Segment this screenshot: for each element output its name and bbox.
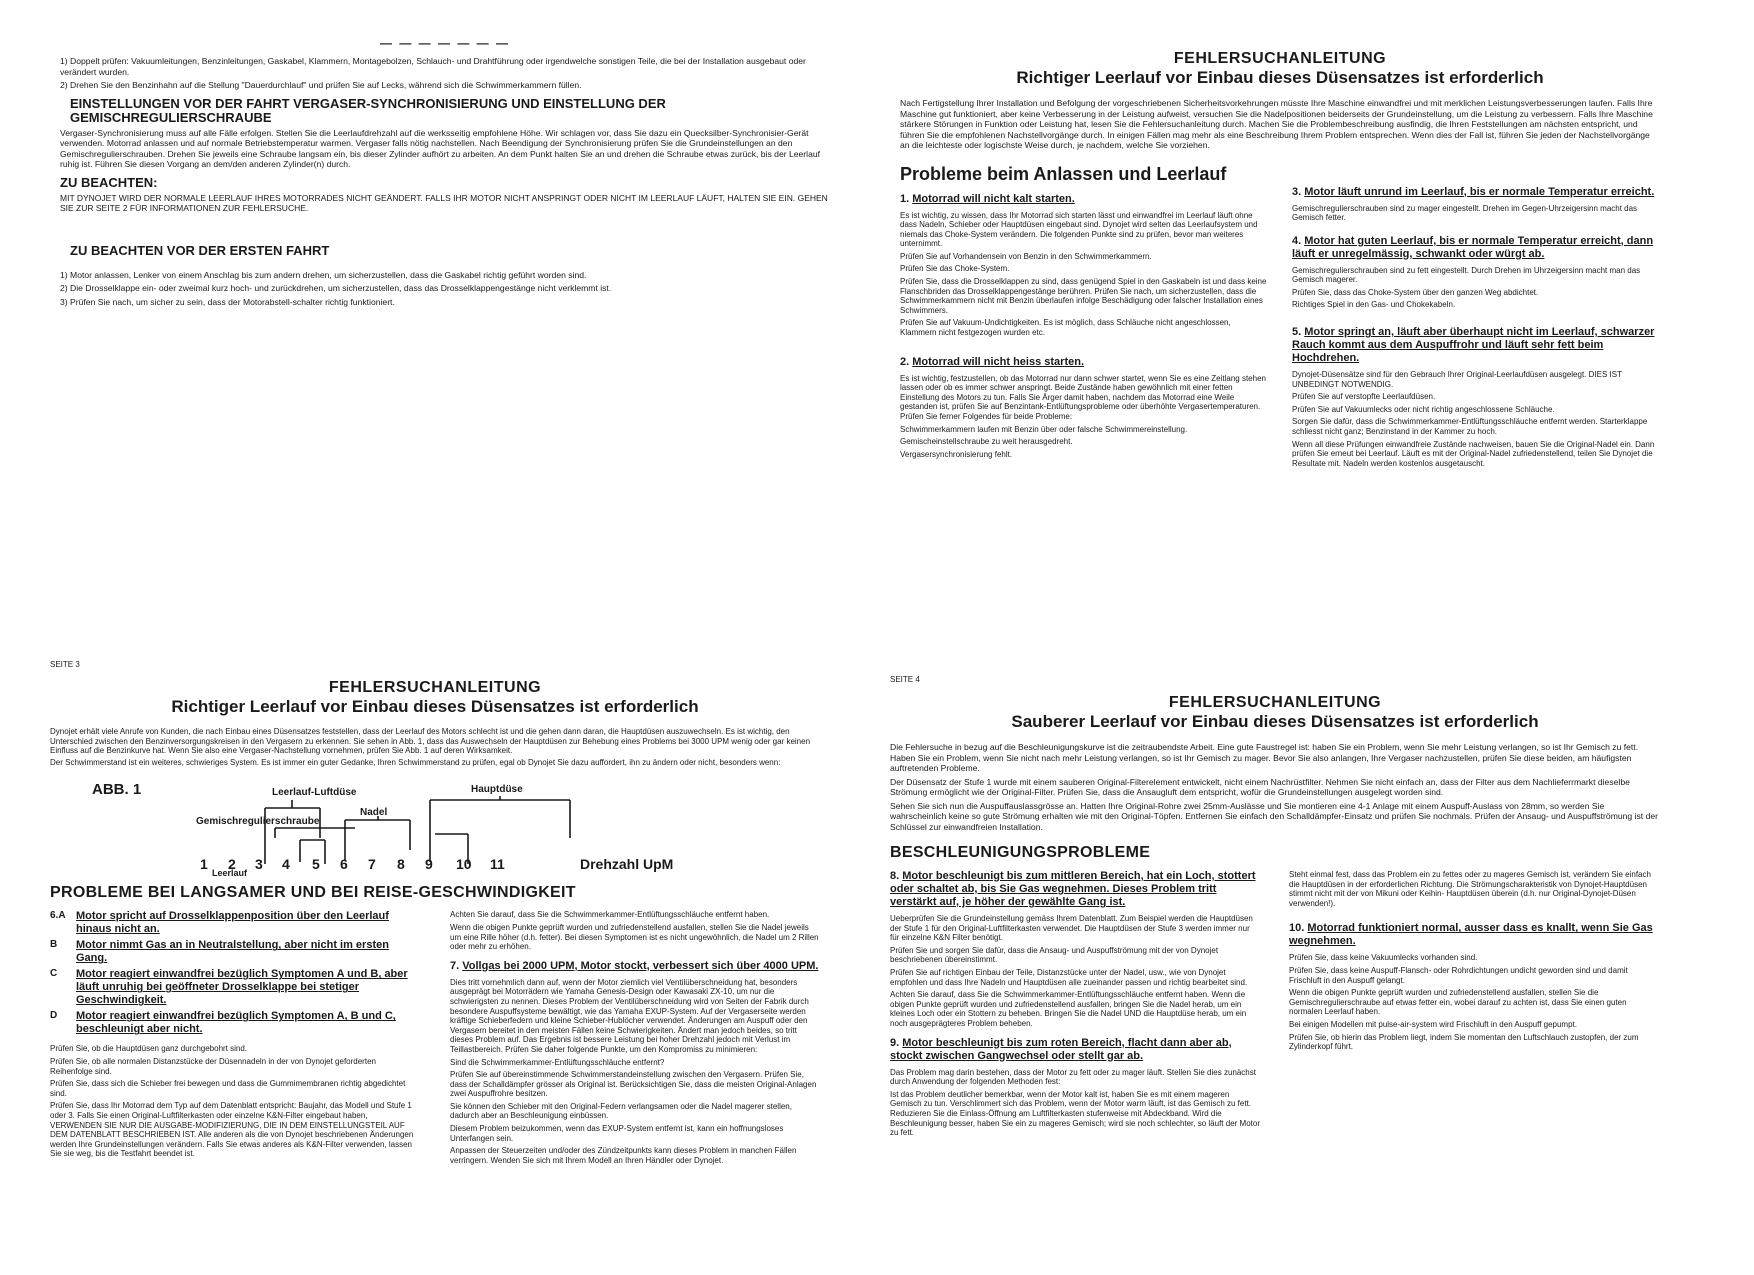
tick-label: 10	[456, 856, 472, 873]
problem-10-para: Prüfen Sie, dass keine Vakuumlecks vorhanden sind.	[1289, 953, 1478, 963]
page-title: FEHLERSUCHANLEITUNG	[328, 679, 542, 696]
problem-3-para: Gemischregulierschrauben sind zu mager eingestellt. Drehen im Gegen-Uhrzeigersinn macht das Gemisch fetter.	[1292, 203, 1638, 223]
problem-6b: B Motor nimmt Gas an in Neutralstellung, aber nicht im ersten Gang.	[50, 939, 389, 965]
problem-2-para: Es ist wichtig, festzustellen, ob das Motorrad nur dann schwer startet, wenn Sie es eine Zeitlang stehen lassen oder ob es immer schwer anspringt. Beide Zustände haben gewöhnlich mit einer fetten Einstellung des Motors zu tun. Falls Sie Ärger damit haben, nachdem das Motorrad eine Weile gestanden ist, prüfen Sie auf Benzintank-Entlüftungsprobleme oder überhöhte Vergasertemperaturen. Prüfen Sie ferner Folgendes für beide Probleme:	[900, 373, 1266, 421]
problem-7-para: Sind die Schwimmerkammer-Entlüftungsschläuche entfernt?	[450, 1057, 665, 1067]
problem-1-para: Prüfen Sie auf Vorhandensein von Benzin in den Schwimmerkammern.	[900, 251, 1152, 261]
first-ride-item-2: 2) Die Drosselklappe ein- oder zweimal kurz hoch- und zurückdrehen, um sicherzustellen, dass das Drosselklappengestänge nicht verklemmt ist.	[60, 283, 612, 293]
figure-brackets	[265, 796, 570, 864]
figure-abb-1	[50, 770, 810, 878]
check-para: Prüfen Sie, ob die Hauptdüsen ganz durchgebohrt sind.	[50, 1044, 248, 1054]
problem-9-para: Ist das Problem deutlicher bemerkbar, wenn der Motor kalt ist, haben Sie es mit einem mageren Gemisch zu tun. Verschlimmert sich das Problem, wenn der Motor warm läuft, ist das Gemisch zu fett. Reduzieren Sie die Einlass-Öffnung am Luftfilterkasten stufenweise mit Abdeckband. Wird die Beschleunigung besser, haben Sie ein zu mageres Gemisch; wird sie noch schlechter, so läuft der Motor zu fett.	[890, 1089, 1260, 1138]
problem-1-para: Prüfen Sie das Choke-System.	[900, 264, 1010, 274]
page-number: SEITE 4	[890, 675, 920, 684]
problem-10-para: Prüfen Sie, ob hierin das Problem liegt, indem Sie momentan den Luftschlauch zustopfen, der zum Zylinderkopf führt.	[1289, 1032, 1639, 1052]
problem-3-title: 3. Motor läuft unrund im Leerlauf, bis er normale Temperatur erreicht.	[1292, 185, 1655, 198]
page-subtitle: Richtiger Leerlauf vor Einbau dieses Düsensatzes ist erforderlich	[1016, 68, 1544, 87]
problem-7-para: Sie können den Schieber mit den Original-Federn verlangsamen oder die Nadel magerer stellen, dadurch aber an Beschleunigung einbüssen.	[450, 1101, 792, 1121]
problem-10-title: 10. Motorrad funktioniert normal, ausser dass es knallt, wenn Sie Gas wegnehmen.	[1289, 922, 1653, 948]
intro-text: Nach Fertigstellung Ihrer Installation und Befolgung der vorgeschriebenen Sicherheitsvorkehrungen müsste Ihre Maschine einwandfrei und mit merklichen Leistungsverbesserungen laufen. Falls Ihre Maschine gut funktioniert, aber keine Verbesserung in der Leistung aufweist, versuchen Sie die Nadelpositionen beiderseits der Grundeinstellung, um die Leistung zu verbessern. Falls Ihre Maschine stärkere Störungen in Funktion oder Leistung hat, lesen Sie die Fehlersuchanleitung durch. Machen Sie die Problembeschreibung ausfindig, die Ihren Feststellungen am nächsten entspricht, und führen Sie die empfohlenen Nachstellvorgänge durch. In einigen Fällen mag mehr als eine Beschreibung Ihrem Problem entsprechen. Wenn dies der Fall ist, führen Sie jeden der Nachstellvorgänge an die leichteste oder logischste Weise durch, je nachdem, welche Sie vorziehen.	[900, 98, 1653, 150]
intro-text: Der Düsensatz der Stufe 1 wurde mit einem sauberen Original-Filterelement entwickelt, nicht einem Nachrüstfilter. Nehmen Sie nicht einfach an, dass der Filter aus dem Nachlieferrmarkt dieselbe Strömung ermöglicht wie der Original-Filter. Prüfen Sie, dass die Ansaugluft dem entspricht, wofür die Grundeinstellungen ausgelegt worden sind.	[890, 776, 1630, 797]
intro-text: Die Fehlersuche in bezug auf die Beschleunigungskurve ist die zeitraubendste Arbeit. Eine gute Faustregel ist: haben Sie ein Problem, wenn Sie mehr Leistung verlangen, so ist Ihr Gemisch zu fett. Haben Sie ein Problem, wenn Sie nicht nach mehr Leistung verlangen, so ist Ihr Gemisch zu mager. Bevor Sie also anlangen, Ihre Vergaser nachzustellen, prüfen Sie diese beiden, am häufigsten auftretenden Probleme.	[890, 742, 1639, 773]
problem-2-para: Schwimmerkammern laufen mit Benzin über oder falsche Schwimmereinstellung.	[900, 424, 1188, 434]
problem-1-para: Prüfen Sie, dass die Drosselklappen zu sind, dass genügend Spiel in den Gaskabeln ist und dass keine Flanschbriden das Drosselklappengestänge berühren. Prüfen Sie nach, um sicherzustellen, dass die Schwimmerkammern nicht mit Benzin überlaufen infolge Beschädigung oder falscher Installation eines Schwimmers.	[900, 277, 1267, 315]
problem-6d: D Motor reagiert einwandfrei bezüglich Symptomen A, B und C, beschleunigt aber nicht.	[50, 1010, 396, 1036]
problem-5-para: Dynojet-Düsensätze sind für den Gebrauch Ihrer Original-Leerlaufdüsen ausgelegt. DIES IST UNBEDINGT NOTWENDIG.	[1292, 370, 1622, 389]
page-number: SEITE 3	[50, 660, 80, 669]
check-para: Prüfen Sie, dass sich die Schieber frei bewegen und dass die Gummimembranen richtig abgedichtet sind.	[50, 1079, 406, 1098]
top-fragment: — — — — — — —	[379, 40, 510, 50]
problem-1-para: Prüfen Sie auf Vakuum-Undichtigkeiten. Es ist möglich, dass Schläuche nicht angeschlossen, Klammern nicht festgezogen wurden etc.	[900, 318, 1231, 338]
problem-8-para: Achten Sie darauf, dass Sie die Schwimmerkammer-Entlüftungsschläuche entfernt haben. Wenn die obigen Punkte geprüft wurden und zufriedenstellend ausfallen, bringen Sie die Nadel herab, um ein kleines Loch oder ein Stottern zu beheben. Bringen Sie die Nadel UND die Hauptdüse herab, um ein noch ausgeprägteres Problem beheben.	[890, 990, 1247, 1028]
problem-7-para: Anpassen der Steuerzeiten und/oder des Zündzeitpunkts kann dieses Problem in manchen Fällen verringern. Wenden Sie sich mit Ihrem Modell an Ihren Händler oder Dynojet.	[450, 1146, 797, 1165]
page-3	[50, 660, 820, 1272]
page-4	[890, 675, 1660, 1272]
tick-label: 5	[312, 856, 320, 873]
problem-2-title: 2. Motorrad will nicht heiss starten.	[900, 355, 1085, 368]
right-para: Steht einmal fest, dass das Problem ein zu fettes oder zu mageres Gemisch ist, verändern Sie einfach die Hauptdüsen in der erforderlichen Richtung. Die Strömungscharakteristik von Dynojet-Hauptdüsen stimmt nicht mit der von Mikuni oder Keihin- Hauptdüsen überein (d.h. nur Original-Dynojet-Düsen verwenden!).	[1289, 870, 1651, 908]
tick-label: 8	[397, 856, 405, 873]
tick-label: 3	[255, 856, 263, 873]
problem-2-para: Vergasersynchronisierung fehlt.	[900, 449, 1013, 459]
tick-label: 9	[425, 856, 433, 873]
problem-4-para: Prüfen Sie, dass das Choke-System über den ganzen Weg abdichtet.	[1292, 287, 1539, 297]
problem-8-para: Ueberprüfen Sie die Grundeinstellung gemäss Ihrem Datenblatt. Zum Beispiel werden die Hauptdüsen der Stufe 1 für den Original-Luftfilterkasten verwendet. Die Hauptdüsen der Stufe 3 werden immer nur für einzelne K&N Filter benötigt.	[890, 914, 1253, 943]
problem-7-para: Dies tritt vornehmlich dann auf, wenn der Motor ziemlich viel Ventilüberschneidung hat, besonders ausgeprägt bei Motorrädern wie Yamaha Genesis-Design oder Kawasaki ZX-10, um nur die schwierigsten zu nennen. Dieses Problem der Ventilüberschneidung wird von Seiten der Fabrik durch besondere Auspuffsysteme bewältigt, wie das Yamaha EXUP-System. Auf der Vergaserseite werden kräftige Schieberfedern und kleine Schieber-Hublöcher verwendet. Änderungen am Auspuff oder den Vergasern bereitet in den meisten Fällen keine Schwierigkeiten. Ändert man jedoch beides, so tritt dieses Problem auf. Das Ergebnis ist bessere Leistung bei hoher Drehzahl jedoch mit Verlust im Teillastbereich. Prüfen Sie daher folgende Punkte, um den Kompromiss zu minimieren:	[450, 977, 809, 1054]
problem-8-para: Prüfen Sie auf richtigen Einbau der Teile, Distanzstücke unter der Nadel, usw., wie von Dynojet empfohlen und dass Ihre Nadeln und Hauptdüsen alle zueinander passen und richtig bearbeitet sind.	[890, 967, 1248, 987]
sync-body: Vergaser-Synchronisierung muss auf alle Fälle erfolgen. Stellen Sie die Leerlaufdrehzahl auf die werksseitig empfohlene Höhe. Wir schlagen vor, dass Sie dazu ein Quecksilber-Synchronisier-Gerät verwenden. Motorrad anlassen und auf normale Betriebstemperatur warmen. Vergaser falls nötig nachstellen. Nach Beendigung der Synchronisierung prüfen Sie die Grundeinstellungen an den Gemischregulierschrauben. Drehen Sie jeweils eine Schraube langsam ein, bis dieser Zylinder aufhört zu arbeiten. An dem Punkt halten Sie an und drehen die Schraube etwas zurück, bis der Leerlauf ruhig ist. Führen Sie diesen Vorgang an dem/den anderen Zylinder(n) durch.	[60, 127, 821, 169]
tick-label: 1	[200, 856, 208, 873]
problem-6c: C Motor reagiert einwandfrei bezüglich Symptomen A und B, aber läuft unruhig bei geöffneter Drosselklappe bei stetiger Geschwindigkeit.	[50, 968, 408, 1007]
first-ride-item-3: 3) Prüfen Sie nach, um sicher zu sein, dass der Motorabstell-schalter richtig funktioniert.	[60, 296, 395, 307]
page-title: FEHLERSUCHANLEITUNG	[1173, 50, 1387, 67]
intro-text-2: Der Schwimmerstand ist ein weiteres, schwieriges System. Es ist immer ein guter Gedanke, Ihren Schwimmerstand zu prüfen, egal ob Dynojet Sie dazu auffordert, ihn zu ändern oder nicht, besonders wenn:	[50, 757, 781, 767]
problem-8-para: Prüfen Sie und sorgen Sie dafür, dass die Ansaug- und Auspuffströmung mit der von Dynojet beschriebenen übereinstimmt.	[890, 945, 1219, 965]
problem-8-title: 8. Motor beschleunigt bis zum mittleren Bereich, hat ein Loch, stottert oder schaltet ab, bis Sie Gas wegnehmen. Dieses Problem tritt verstärkt auf, je höher der gewählte Gang ist.	[890, 870, 1256, 908]
page-1	[60, 40, 830, 660]
page-2	[900, 50, 1660, 660]
problem-7-para: Prüfen Sie auf übereinstimmende Schwimmerstandeinstellung zwischen den Vergasern. Prüfen Sie, dass der Schalldämpfer grösser als Original ist. Berücksichtigen Sie, dass die meisten Original-Anlagen zwei Auspuffrohre besitzen.	[450, 1070, 817, 1099]
check-para: Prüfen Sie, dass Ihr Motorrad dem Typ auf dem Datenblatt entspricht: Baujahr, das Modell und Stufe 1 oder 3. Falls Sie einen Original-Luftfilterkasten oder einzelne K&N-Filter eingebaut haben, VERWENDEN SIE NUR DIE AUSGABE-MODIFIZIERUNG, DIE IN DEM EINSTELLUNGSTEIL AUF DEM DATENBLATT BESCHRIEBEN IST. Alle anderen als die von Dynojet beschriebenen Änderungen werden Ihre Grundeinstellungen verändern. Falls Sie etwas anderes als K&N-Filter verwenden, lassen Sie sie weg, bis die Testfahrt beendet ist.	[50, 1101, 414, 1159]
problem-2-para: Gemischeinstellschraube zu weit herausgedreht.	[900, 437, 1073, 447]
label-drehzahl: Drehzahl UpM	[580, 856, 674, 873]
intro-text: Sehen Sie sich nun die Auspuffauslassgrösse an. Hatten Ihre Original-Rohre zwei 25mm-Auslässe und Sie montieren eine 4-1 Anlage mit einem Auspuff-Auslass von 28mm, so werden Sie wahrscheinlich keine so gute Strömung erhalten wie mit den Original-Töpfen. Entfernen Sie einfach den Schalldämpfer-Einsatz und prüfen Sie nochmals. Prüfen der Ansaug- und Auspuffströmung ist der Schlüssel zur einwandfreien Installation.	[890, 800, 1658, 832]
label-nadel: Nadel	[360, 807, 388, 819]
tick-label: 6	[340, 856, 348, 873]
section-heading: BESCHLEUNIGUNGSPROBLEME	[890, 844, 1151, 861]
check-para: Prüfen Sie, ob alle normalen Distanzstücke der Düsennadeln in der von Dynojet geforderten Reihenfolge sind.	[50, 1056, 376, 1076]
intro-text: Dynojet erhält viele Anrufe von Kunden, die nach Einbau eines Düsensatzes feststellen, dass der Leerlauf des Motors schlecht ist und die gehen dann daran, die Hauptdüsen auszuwechseln. Es ist wichtig, den Unterschied zwischen den Benzinversorgungskreisen in den Vergasern zu erkennen. Sie sehen in Abb. 1, dass das Auswechseln der Hauptdüsen zur Behebung eines Problems bei 3000 UPM wenig oder gar keinen Einfluss auf die Benzinkurve hat. Wenn Sie also eine Vergaser-Nachstellung vornehmen, prüfen Sie Abb. 1 auf deren Wirksamkeit.	[50, 727, 811, 756]
problem-1-para: Es ist wichtig, zu wissen, dass Ihr Motorrad sich starten lässt und einwandfrei im Leerlauf läuft ohne dass Nadeln, Schieber oder Hauptdüsen eingebaut sind. Dynojet wird selten das Leerlaufsystem und niemals das Choke-System verändern. Die folgenden Punkte sind zu prüfen, bevor man weiteres unternimmt.	[900, 210, 1258, 249]
label-hauptduese: Hauptdüse	[471, 784, 523, 796]
problem-4-para: Gemischregulierschrauben sind zu fett eingestellt. Durch Drehen im Uhrzeigersinn macht man das Gemisch magerer.	[1292, 265, 1641, 285]
page-subtitle: Sauberer Leerlauf vor Einbau dieses Düsensatzes ist erforderlich	[1011, 712, 1539, 731]
check-item-2: 2) Drehen Sie den Benzinhahn auf die Stellung "Dauerdurchlauf" und prüfen Sie auf Lecks, während sich die Schwimmerkammern füllen.	[60, 80, 582, 90]
problem-1-title: 1. Motorrad will nicht kalt starten.	[900, 192, 1075, 205]
problem-5-para: Sorgen Sie dafür, dass die Schwimmerkammer-Entlüftungsschläuche entfernt werden. Starterklappe schliesst nicht ganz; Benzinstand in der Kammer zu hoch.	[1292, 417, 1648, 437]
tick-label: 2	[228, 856, 236, 873]
problem-5-para: Prüfen Sie auf verstopfte Leerlaufdüsen.	[1292, 392, 1436, 402]
zu-beachten-body: MIT DYNOJET WIRD DER NORMALE LEERLAUF IHRES MOTORRADES NICHT GEÄNDERT. FALLS IHR MOTOR NICHT ANSPRINGT ODER NICHT IM LEERLAUF LÄUFT, HALTEN SIE EIN. GEHEN SIE ZUR SEITE 2 FÜR INFORMATIONEN ZUR FEHLERSUCHE.	[60, 192, 828, 213]
page-subtitle: Richtiger Leerlauf vor Einbau dieses Düsensatzes ist erforderlich	[171, 697, 699, 716]
check-item-1: 1) Doppelt prüfen: Vakuumleitungen, Benzinleitungen, Gaskabel, Klammern, Montagebolzen, Schlauch- und Drahtführung oder irgendwelche sonstigen Teile, die bei der Installation ausgebaut oder verändert wurden.	[60, 56, 806, 77]
problem-7-title: 7. Vollgas bei 2000 UPM, Motor stockt, verbessert sich über 4000 UPM.	[450, 959, 819, 972]
first-ride-item-1: 1) Motor anlassen, Lenker von einem Anschlag bis zum andern drehen, um sicherzustellen, dass die Gaskabel richtig geführt worden sind.	[60, 269, 587, 280]
problem-5-title: 5. Motor springt an, läuft aber überhaupt nicht im Leerlauf, schwarzer Rauch kommt aus dem Auspuffrohr und läuft sehr fett beim Hochdrehen.	[1292, 326, 1655, 365]
label-leerlauf-luftduese: Leerlauf-Luftdüse	[272, 787, 357, 799]
problem-9-title: 9. Motor beschleunigt bis zum roten Bereich, flacht dann aber ab, stockt zwischen Gangwechsel oder stellt gar ab.	[890, 1036, 1232, 1062]
tick-label: 7	[368, 856, 376, 873]
problem-7-para: Diesem Problem beizukommen, wenn das EXUP-System entfernt ist, kann ein hoffnungsloses Unterfangen sein.	[450, 1124, 784, 1143]
section-heading: Probleme beim Anlassen und Leerlauf	[900, 163, 1227, 184]
heading-synchronisation: EINSTELLUNGEN VOR DER FAHRT VERGASER-SYNCHRONISIERUNG UND EINSTELLUNG DER GEMISCHREGULIERSCHRAUBE	[70, 95, 666, 125]
problem-4-title: 4. Motor hat guten Leerlauf, bis er normale Temperatur erreicht, dann läuft er unregelmässig, schwankt oder würgt ab.	[1292, 234, 1654, 260]
problem-6a: 6.A Motor spricht auf Drosselklappenposition über den Leerlauf hinaus nicht an.	[50, 910, 389, 936]
problem-9-para: Das Problem mag darin bestehen, dass der Motor zu fett oder zu mager läuft. Stellen Sie dies zunächst durch Anwendung der folgenden Methoden fest:	[890, 1067, 1256, 1087]
figure-label: ABB. 1	[92, 781, 142, 799]
tick-label: 4	[282, 856, 290, 873]
right-para: Achten Sie darauf, dass Sie die Schwimmerkammer-Entlüftungsschläuche entfernt haben.	[450, 910, 770, 920]
problem-10-para: Prüfen Sie, dass keine Auspuff-Flansch- oder Rohrdichtungen undicht geworden sind und damit Frischluft in den Auspuff gelangt.	[1289, 965, 1628, 985]
problem-5-para: Wenn all diese Prüfungen einwandfreie Zustände nachweisen, bauen Sie die Original-Nadel ein. Dann prüfen Sie erneut bei Leerlauf. Läuft es mit der Original-Nadel zufriedenstellend, teilen Sie Dynojet die Resultate mit. Nadeln werden kostenlos ausgetauscht.	[1292, 439, 1655, 468]
label-leerlauf: Leerlauf	[212, 868, 248, 879]
problem-5-para: Prüfen Sie auf Vakuumlecks oder nicht richtig angeschlossene Schläuche.	[1292, 404, 1555, 414]
tick-label: 11	[490, 856, 505, 873]
problem-4-para: Richtiges Spiel in den Gas- und Chokekabeln.	[1292, 300, 1456, 310]
right-para: Wenn die obigen Punkte geprüft wurden und zufriedenstellend ausfallen, stellen Sie die Nadel jeweils um eine Rille höher (d.h. fetter). Bei diesen Symptomen ist es nicht ungewöhnlich, die Nadel um 2 Rillen oder mehr zu erhöhen.	[450, 922, 819, 952]
heading-zu-beachten: ZU BEACHTEN:	[60, 174, 158, 190]
page-title: FEHLERSUCHANLEITUNG	[1168, 694, 1382, 711]
problem-10-para: Bei einigen Modellen mit pulse-air-system wird Frischluft in den Auspuff gepumpt.	[1289, 1019, 1577, 1029]
section-heading: PROBLEME BEI LANGSAMER UND BEI REISE-GESCHWINDIGKEIT	[50, 884, 576, 902]
problem-10-para: Wenn die obigen Punkte geprüft wurden und zufriedenstellend ausfallen, stellen Sie die Gemischregulierschraube auf etwas fetter ein, wobei darauf zu achten ist, dass Sie einen guten normalen Leerlauf haben.	[1289, 988, 1627, 1017]
heading-erste-fahrt: ZU BEACHTEN VOR DER ERSTEN FAHRT	[70, 242, 330, 258]
label-gemischregulierschraube: Gemischregulierschraube	[196, 816, 320, 828]
